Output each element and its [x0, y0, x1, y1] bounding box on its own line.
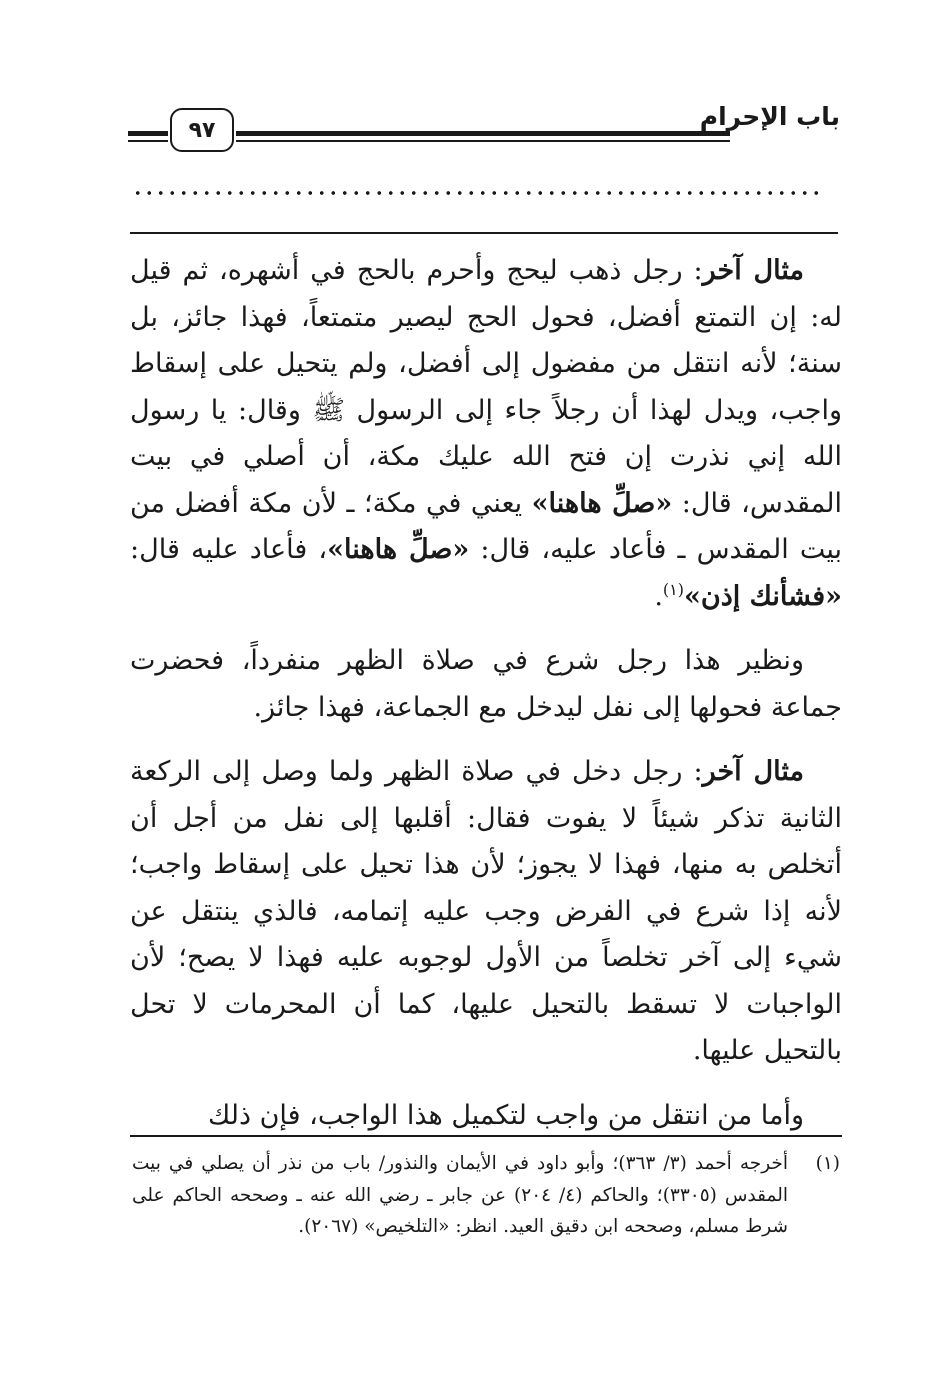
paragraph-1-end: . [654, 580, 663, 612]
chapter-title: باب الإحرام [699, 102, 840, 131]
footnote-text: أخرجه أحمد (٣/ ٣٦٣)؛ وأبو داود في الأيمان والنذور/ باب من نذر أن يصلي في بيت المقدس (٣٣٠٥)؛ والحاكم (٤/ ٢٠٤) عن جابر ـ رضي الله عنه ـ وصححه الحاكم على شرط مسلم، وصححه ابن دقيق العيد. انظر: «التلخيص» (٢٠٦٧). [132, 1153, 788, 1237]
example-lead: مثال آخر [702, 756, 805, 787]
dotted-separator [132, 186, 822, 200]
paragraph-3-text: : رجل دخل في صلاة الظهر ولما وصل إلى الركعة الثانية تذكر شيئاً لا يفوت فقال: أقلبها إلى نفل من أجل أن أتخلص به منها، فهذا لا يجوز؛ لأن هذا تحيل على إسقاط واجب؛ لأنه إذا شرع في الفرض وجب عليه إتمامه، فالذي ينتقل عن شيء إلى آخر تخلصاً من الأول لوجوبه عليه فهذا لا يصح؛ لأن الواجبات لا تسقط بالتحيل عليها، كما أن المحرمات لا تحل بالتحيل عليها. [130, 756, 842, 1066]
text-top-rule [130, 232, 838, 234]
paragraph-3 [130, 749, 842, 1075]
footnote [132, 1148, 840, 1243]
example-lead: مثال آخر [702, 255, 804, 286]
paragraph-4: وأما من انتقل من واجب لتكميل هذا الواجب، فإن ذلك [208, 1099, 804, 1131]
paragraph-1-text-b: يعني في مكة؛ ـ لأن مكة أفضل من بيت المقدس ـ فأعاد عليه، قال: [130, 487, 842, 565]
hadith-quote: «فشأنك إذن» [684, 580, 842, 612]
page-header [128, 100, 840, 160]
paragraph-2: ونظير هذا رجل شرع في صلاة الظهر منفرداً، فحضرت جماعة فحولها إلى نفل ليدخل مع الجماعة، فهذا جائز. [130, 645, 842, 723]
main-text [130, 248, 842, 1157]
page-number: ٩٧ [170, 108, 234, 152]
paragraph-1 [130, 248, 842, 620]
hadith-quote: «صلِّ هاهنا» [531, 487, 673, 519]
footnote-reference: (١) [662, 579, 684, 599]
footnote-number: (١) [815, 1153, 840, 1174]
hadith-quote: «صلِّ هاهنا» [327, 534, 470, 565]
footnotes [132, 1148, 840, 1243]
paragraph-1-text-a: : رجل ذهب ليحج وأحرم بالحج في أشهره، ثم قيل له: إن التمتع أفضل، فحول الحج ليصير متمتعاً، فهذا جائز، بل سنة؛ لأنه انتقل من مفضول إلى أفضل، ولم يتحيل على إسقاط واجب، ويدل لهذا أن رجلاً جاء إلى الرسول ﷺ وقال: يا رسول الله إني نذرت إن فتح الله عليك مكة، أن أصلي في بيت المقدس، قال: [130, 255, 842, 519]
footnote-rule [130, 1135, 842, 1137]
header-rule-right [236, 131, 730, 145]
paragraph-1-text-c: ، فأعاد عليه قال: [130, 534, 328, 565]
header-rule-left [128, 131, 168, 145]
